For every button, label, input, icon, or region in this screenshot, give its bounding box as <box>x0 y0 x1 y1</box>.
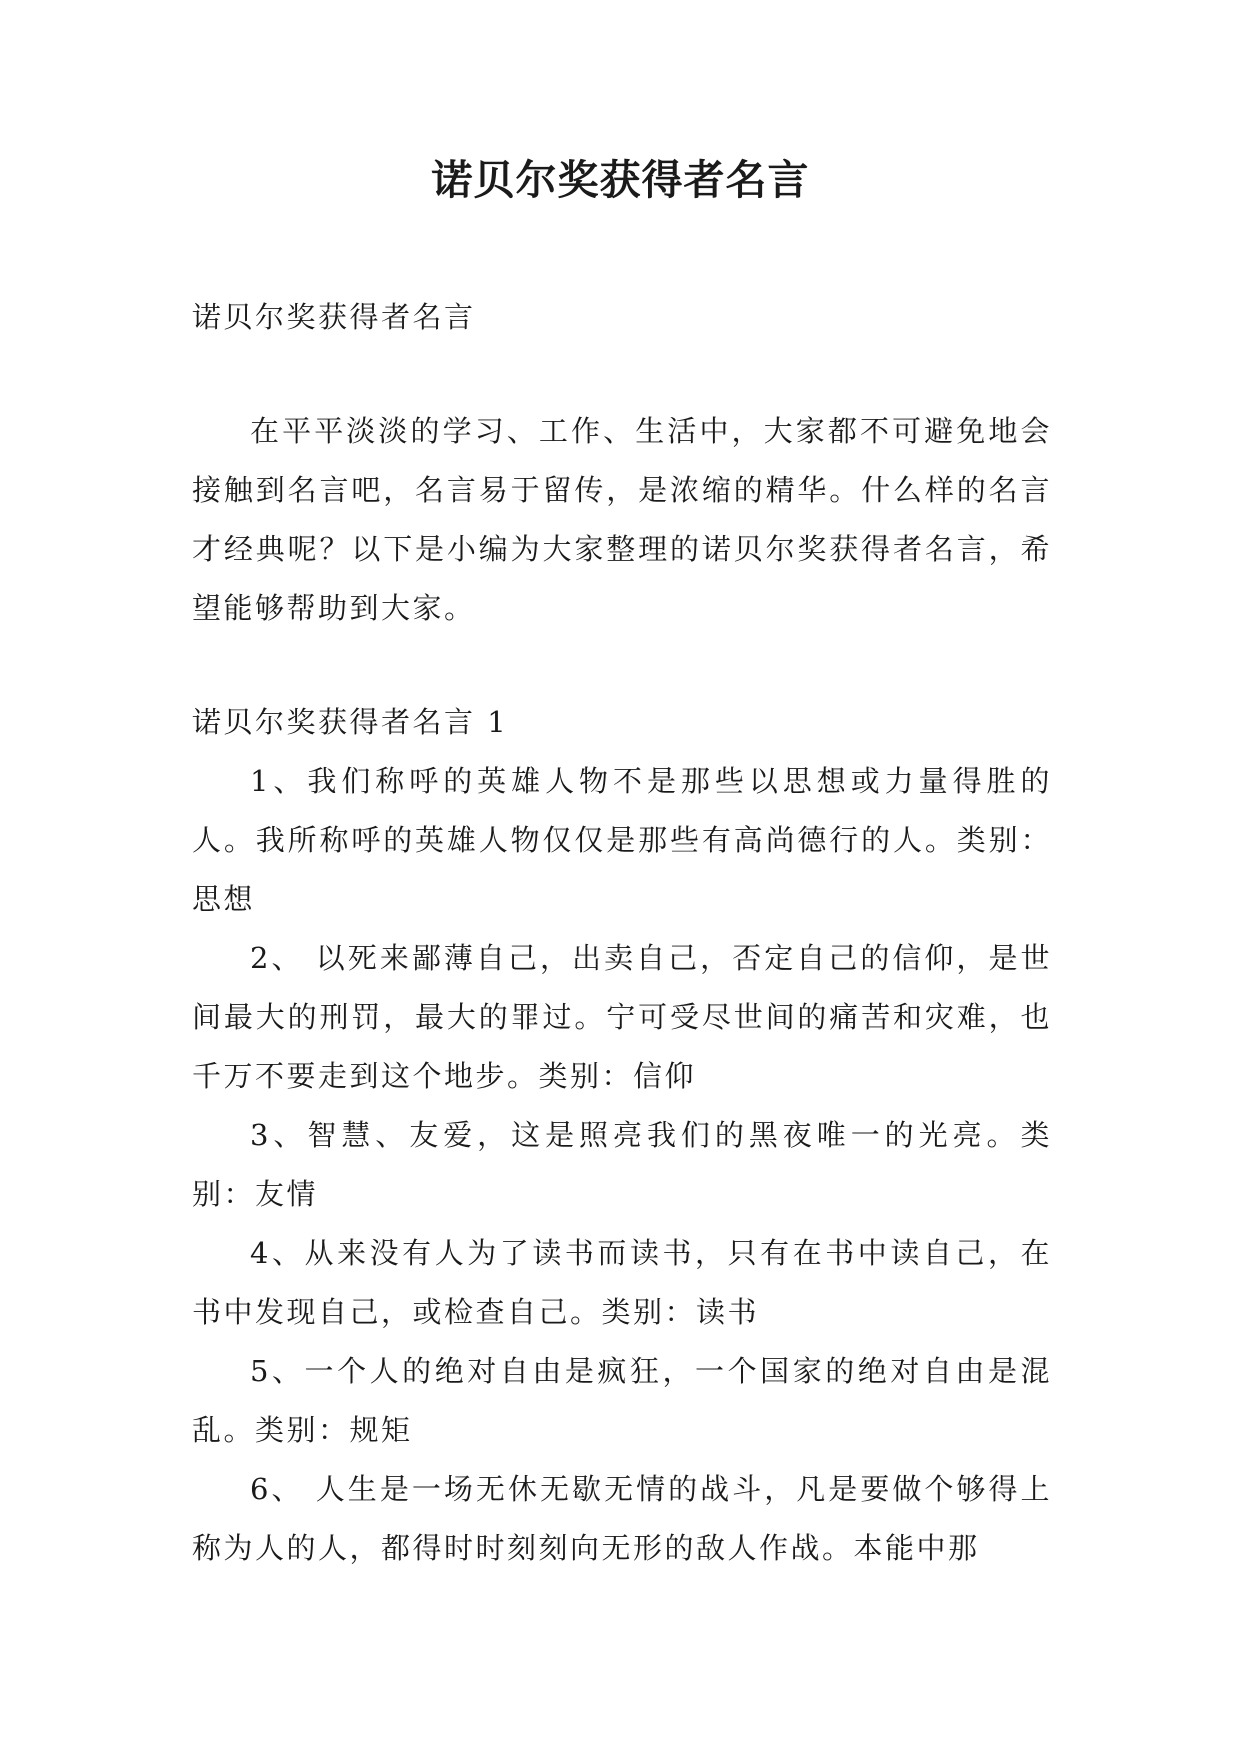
quote-item: 2、 以死来鄙薄自己，出卖自己，否定自己的信仰，是世间最大的刑罚，最大的罪过。宁可受尽世间的痛苦和灾难，也千万不要走到这个地步。类别：信仰 <box>192 941 1052 1093</box>
quote-item: 6、 人生是一场无休无歇无情的战斗，凡是要做个够得上称为人的人，都得时时刻刻向无形的敌人作战。本能中那 <box>192 1472 1052 1565</box>
document-title: 诺贝尔奖获得者名言 <box>431 156 810 204</box>
intro-paragraph: 在平平淡淡的学习、工作、生活中，大家都不可避免地会接触到名言吧，名言易于留传，是浓缩的精华。什么样的名言才经典呢？以下是小编为大家整理的诺贝尔奖获得者名言，希望能够帮助到大家。 <box>192 414 1052 625</box>
document-subtitle: 诺贝尔奖获得者名言 <box>192 300 476 334</box>
section-heading: 诺贝尔奖获得者名言 1 <box>192 705 509 739</box>
document-body <box>192 288 1052 1578</box>
quote-item: 1、我们称呼的英雄人物不是那些以思想或力量得胜的人。我所称呼的英雄人物仅仅是那些有高尚德行的人。类别：思想 <box>192 764 1052 916</box>
quote-item: 4、从来没有人为了读书而读书，只有在书中读自己，在书中发现自己，或检查自己。类别：读书 <box>192 1236 1052 1329</box>
quote-item: 3、智慧、友爱，这是照亮我们的黑夜唯一的光亮。类别：友情 <box>192 1118 1052 1211</box>
quote-item: 5、一个人的绝对自由是疯狂，一个国家的绝对自由是混乱。类别：规矩 <box>192 1354 1052 1447</box>
